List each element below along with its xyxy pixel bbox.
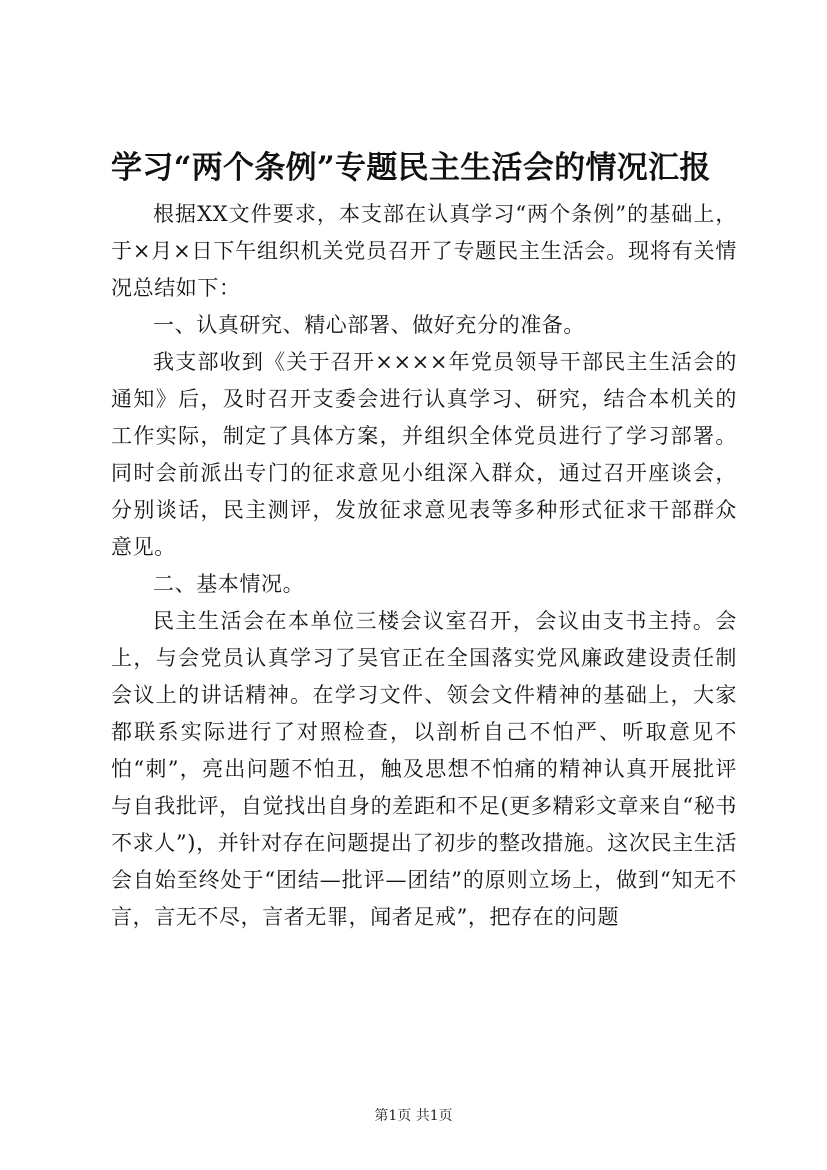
basic-situation-paragraph: 民主生活会在本单位三楼会议室召开，会议由支书主持。会上，与会党员认真学习了吴官正在全国落实党风廉政建设责任制会议上的讲话精神。在学习文件、领会文件精神的基础上，大家都联系实际进行了对照检查，以剖析自己不怕严、听取意见不怕“刺”，亮出问题不怕丑，触及思想不怕痛的精神认真开展批评与自我批评，自觉找出自身的差距和不足(更多精彩文章来自“秘书不求人”)，并针对存在问题提出了初步的整改措施。这次民主生活会自始至终处于“团结—批评—团结”的原则立场上，做到“知无不言，言无不尽，言者无罪，闻者足戒”，把存在的问题 [111, 609, 737, 929]
intro-paragraph: 根据XX文件要求，本支部在认真学习“两个条例”的基础上，于×月×日下午组织机关党员召开了专题民主生活会。现将有关情况总结如下： [111, 202, 737, 300]
section-heading-preparation: 一、认真研究、精心部署、做好充分的准备。 [153, 313, 585, 337]
document-title: 学习“两个条例”专题民主生活会的情况汇报 [111, 150, 711, 186]
preparation-paragraph: 我支部收到《关于召开××××年党员领导干部民主生活会的通知》后，及时召开支委会进行认真学习、研究，结合本机关的工作实际，制定了具体方案，并组织全体党员进行了学习部署。同时会前派出专门的征求意见小组深入群众，通过召开座谈会，分别谈话，民主测评，发放征求意见表等多种形式征求干部群众意见。 [111, 350, 737, 559]
document-body [111, 146, 737, 936]
page-number-footer: 第1页 共1页 [374, 1108, 453, 1124]
section-heading-basic-situation: 二、基本情况。 [153, 572, 305, 596]
